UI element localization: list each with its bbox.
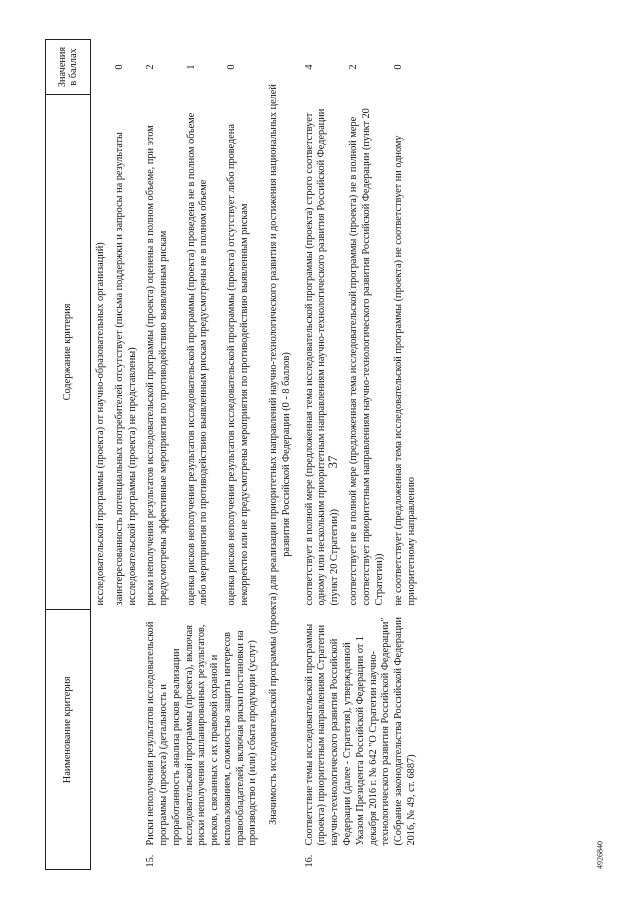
table-row: [110, 40, 142, 870]
page-number: 37: [325, 455, 340, 469]
section-heading: Значимость исследовательской программы (проекта) для реализации приоритетных направлений научно-технологического развития и достижения национальных целей развития Российской Федерации (0 - 8 баллов): [268, 84, 292, 825]
header-criterion-content: Содержание критерия: [46, 95, 91, 610]
criterion-content: оценка рисков неполучения результатов исследовательской программы (проекта) отсутствует либо проведена некорректно или не предусмотрены мероприятия по противодействию выявленным рискам: [225, 124, 250, 606]
rotated-page-content: [45, 40, 595, 870]
criterion-content: соответствует не в полной мере (предложенная тема исследовательской программы (проекта) не в полной мере соответствует приоритетным направлениям научно-технологического развития Российской Федерации (пункт 20 Стратегии)): [348, 108, 385, 606]
row-number: [91, 850, 110, 870]
criterion-value: 1: [185, 64, 197, 70]
criterion-name: [110, 610, 142, 850]
header-criterion-name: Наименование критерия: [46, 610, 91, 850]
criterion-name: Риски неполучения результатов исследовательской программы (проекта) (детальность и проработанность анализа рисков реализации исследовательской программы (проекта), включая риски неполучения запланированных результатов, рисков, связанных с их правовой охраной и использованием, сложностью защиты интересов правообладателей, включая риски постановки на производство и (или) сбыта продукции (услуг): [145, 621, 259, 846]
criterion-value: 2: [145, 64, 157, 70]
criterion-content: не соответствует (предложенная тема исследовательской программы (проекта) не соответствует ни одному приоритетному направлению: [392, 135, 417, 606]
criterion-value: 0: [225, 64, 237, 70]
table-row: [302, 40, 345, 870]
criterion-content: заинтересованность потенциальных потребителей отсутствует (письма поддержки и запросы на результаты исследовательской программы (проекта) не представлены): [113, 132, 138, 606]
criterion-content: исследовательской программы (проекта) от научно-образовательных организаций): [95, 242, 106, 606]
criterion-content: оценка рисков неполучения результатов исследовательской программы (проекта) проведена не в полном объеме либо мероприятия по противодействию выявленным рискам предусмотрены не в полном объеме: [185, 112, 210, 606]
criterion-value: 4: [303, 64, 315, 70]
criterion-content: риски неполучения результатов исследовательской программы (проекта) оценены в полном объеме, при этом предусмотрены эффективные мероприятия по противодействию выявленным рискам: [145, 125, 170, 606]
criterion-value: 0: [113, 64, 125, 70]
criterion-name: Соответствие темы исследовательской программы (проекта) приоритетным направлениям Стратегии научно-технологического развития Российской Федерации (далее - Стратегия), утвержденной Указом Президента Российской Федерации от 1 декабря 2016 г. № 642 "О Стратегии научно-технологического развития Российской Федерации" (Собрание законодательства Российской Федерации 2016, № 49, ст. 6887): [303, 616, 417, 846]
criterion-value: 0: [392, 64, 404, 70]
criterion-value: [91, 40, 110, 95]
section-heading-row: [262, 40, 302, 870]
row-number: 16.: [303, 854, 315, 868]
header-value-points: Значения в баллах: [46, 40, 91, 95]
header-number: [46, 850, 91, 870]
criterion-content: соответствует в полной мере (предложенная тема исследовательской программы (проекта) строго соответствует одному или нескольким приоритетным направлениям научно-технологического развития Российской Федерации (пункт 20 Стратегии)): [303, 108, 341, 606]
criterion-name: [91, 610, 110, 850]
table-header-row: [46, 40, 91, 870]
table-row: [141, 40, 181, 870]
criteria-table: [45, 39, 421, 870]
document-id: 4926840: [595, 841, 605, 869]
row-number: [110, 850, 142, 870]
row-number: 15.: [145, 854, 157, 868]
criterion-value: 2: [348, 64, 360, 70]
table-row: [91, 40, 110, 870]
